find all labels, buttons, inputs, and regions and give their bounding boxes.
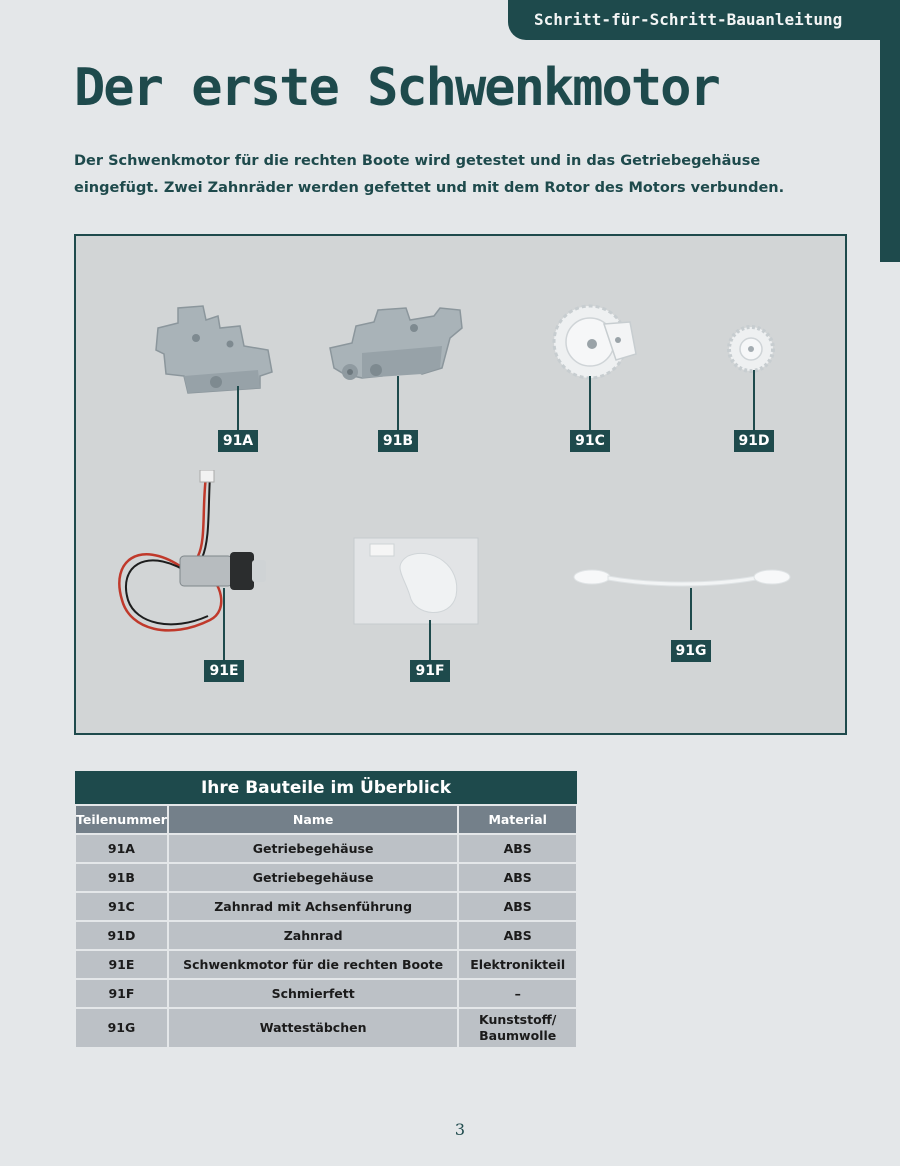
cell-material: –	[458, 979, 577, 1008]
cell-name: Getriebegehäuse	[168, 834, 458, 863]
cell-name: Getriebegehäuse	[168, 863, 458, 892]
column-header-number: Teilenummer	[75, 805, 168, 834]
part-91a-image	[148, 298, 278, 398]
part-91f-image	[352, 536, 482, 628]
part-91c-leader	[589, 376, 591, 430]
cell-material: Elektronikteil	[458, 950, 577, 979]
cell-name: Schwenkmotor für die rechten Boote	[168, 950, 458, 979]
part-91b-label: 91B	[378, 430, 418, 452]
cell-number: 91D	[75, 921, 168, 950]
table-row	[75, 863, 577, 892]
part-91a-leader	[237, 386, 239, 430]
table-row	[75, 950, 577, 979]
cell-material	[458, 1008, 577, 1048]
part-91c-image	[544, 302, 654, 382]
page-title: Der erste Schwenkmotor	[74, 58, 719, 118]
cell-name: Wattestäbchen	[168, 1008, 458, 1048]
part-91f-label: 91F	[410, 660, 450, 682]
cell-material: ABS	[458, 834, 577, 863]
column-header-name: Name	[168, 805, 458, 834]
cell-name: Zahnrad	[168, 921, 458, 950]
table-row	[75, 1008, 577, 1048]
part-91e-leader	[223, 588, 225, 660]
cell-material: ABS	[458, 892, 577, 921]
cell-number: 91B	[75, 863, 168, 892]
column-header-material: Material	[458, 805, 577, 834]
cell-material-line1: Kunststoff/	[479, 1012, 557, 1027]
cell-material: ABS	[458, 863, 577, 892]
cell-number: 91F	[75, 979, 168, 1008]
side-accent-bar	[880, 40, 900, 262]
cell-name: Schmierfett	[168, 979, 458, 1008]
cell-name: Zahnrad mit Achsenführung	[168, 892, 458, 921]
intro-paragraph: Der Schwenkmotor für die rechten Boote wird getestet und in das Getriebegehäuse eingefügt. Zwei Zahnräder werden gefettet und mit dem Rotor des Motors verbunden.	[74, 153, 785, 196]
part-91a-label: 91A	[218, 430, 258, 452]
table-row	[75, 921, 577, 950]
cell-material: ABS	[458, 921, 577, 950]
page-number: 3	[454, 1120, 466, 1139]
part-91c-label: 91C	[570, 430, 610, 452]
cell-number: 91C	[75, 892, 168, 921]
part-91e-label: 91E	[204, 660, 244, 682]
table-row	[75, 834, 577, 863]
cell-number: 91A	[75, 834, 168, 863]
section-label: Schritt-für-Schritt-Bauanleitung	[534, 10, 843, 29]
parts-photo	[74, 234, 847, 735]
table-caption: Ihre Bauteile im Überblick	[75, 771, 577, 805]
part-91e-image	[110, 470, 290, 650]
part-91d-label: 91D	[734, 430, 774, 452]
table-row	[75, 979, 577, 1008]
table-row	[75, 892, 577, 921]
part-91g-label: 91G	[671, 640, 711, 662]
part-91f-leader	[429, 620, 431, 660]
section-header-tab	[508, 0, 900, 40]
part-91g-image	[572, 564, 792, 594]
parts-overview-table	[74, 771, 578, 1049]
cell-number: 91E	[75, 950, 168, 979]
part-91d-leader	[753, 370, 755, 430]
cell-number: 91G	[75, 1008, 168, 1048]
part-91d-image	[716, 324, 786, 374]
cell-material-line2: Baumwolle	[479, 1028, 557, 1043]
part-91g-leader	[690, 588, 692, 630]
part-91b-leader	[397, 376, 399, 430]
